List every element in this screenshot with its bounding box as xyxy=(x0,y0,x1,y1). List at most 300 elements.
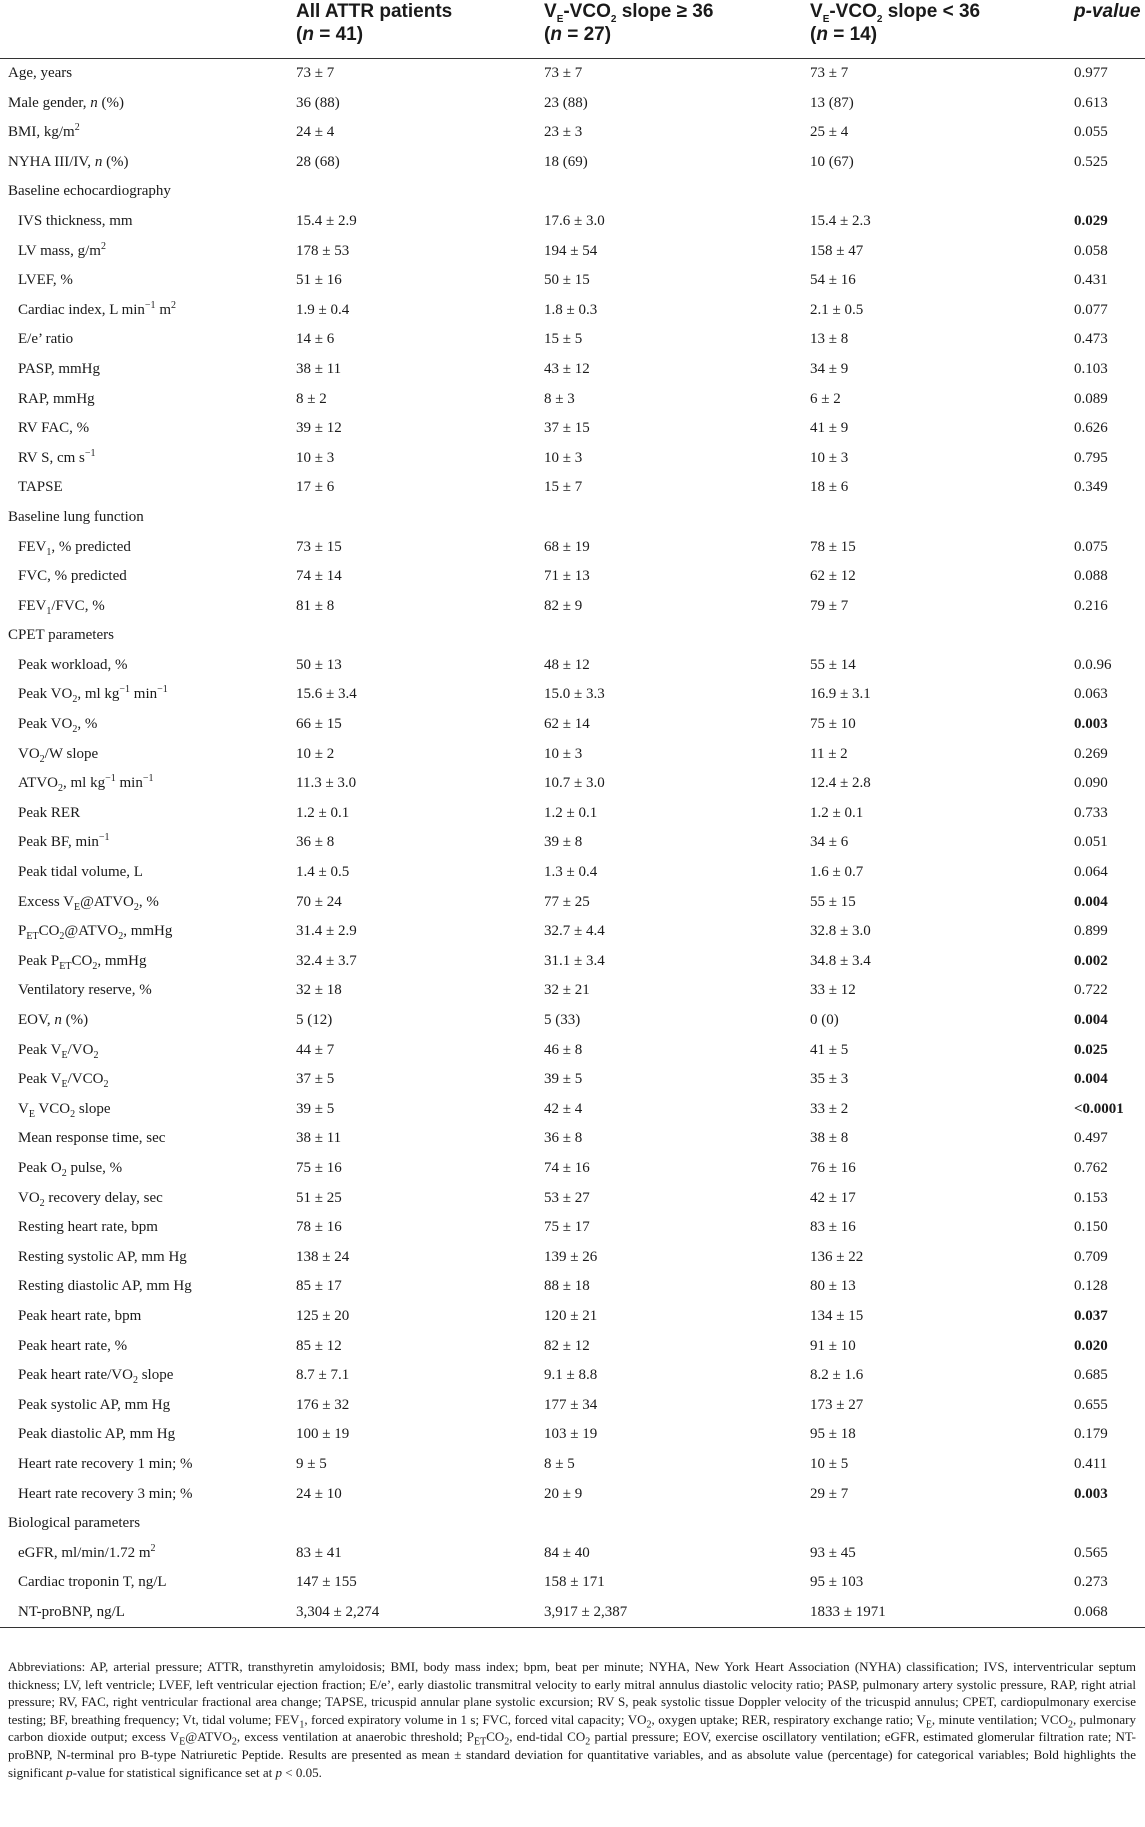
row-label: TAPSE xyxy=(18,479,63,496)
cell-slope-low: 25 ± 4 xyxy=(810,124,849,141)
cell-all-patients xyxy=(296,177,544,207)
cell-all-patients: 39 ± 5 xyxy=(296,1100,335,1117)
cell-slope-low: 38 ± 8 xyxy=(810,1130,849,1147)
table-row xyxy=(0,1036,1145,1066)
row-label: Peak $VO_2$, ml $kg^{-1}$ $\min^{-1}$ xyxy=(18,684,168,706)
row-label: PASP, mmHg xyxy=(18,360,100,377)
cell-slope-low: 33 ± 12 xyxy=(810,982,856,999)
cell-all-patients: 10 ± 2 xyxy=(296,745,335,762)
cell-p-value: 0.626 xyxy=(1074,420,1108,437)
cell-p-value: 0.899 xyxy=(1074,923,1108,940)
cell-all-patients: 85 ± 17 xyxy=(296,1278,342,1295)
cell-slope-low: 10 (67) xyxy=(810,153,854,170)
cell-slope-low: 173 ± 27 xyxy=(810,1396,864,1413)
cell-all-patients: 176 ± 32 xyxy=(296,1396,350,1413)
cell-slope-low xyxy=(810,1509,1074,1539)
cell-slope-low: 33 ± 2 xyxy=(810,1100,849,1117)
table-row xyxy=(0,1539,1145,1569)
cell-p-value: 0.473 xyxy=(1074,331,1108,348)
cell-slope-low: 95 ± 103 xyxy=(810,1574,864,1591)
table-row xyxy=(0,1006,1145,1036)
cell-slope-low: 11 ± 2 xyxy=(810,745,848,762)
cell-slope-high: 20 ± 9 xyxy=(544,1485,583,1502)
cell-slope-high: 31.1 ± 3.4 xyxy=(544,952,605,969)
cell-all-patients: 125 ± 20 xyxy=(296,1307,350,1324)
cell-p-value: 0.709 xyxy=(1074,1248,1108,1265)
section-label: Biological parameters xyxy=(8,1515,141,1532)
table-row xyxy=(0,592,1145,622)
cell-p-value: 0.002 xyxy=(1074,952,1108,969)
cell-p-value: 0.0.96 xyxy=(1074,656,1112,673)
header-slope-high-count: (n = 27) xyxy=(544,24,612,45)
cell-slope-low: 13 (87) xyxy=(810,94,854,111)
row-label: $P_{ET}CO_2@ATVO_2$, mmHg xyxy=(18,923,173,943)
header-slope-low-count: (n = 14) xyxy=(810,24,878,45)
cell-slope-high: 5 (33) xyxy=(544,1012,581,1028)
table-row xyxy=(0,1568,1145,1598)
table-row xyxy=(0,355,1145,385)
table-row xyxy=(0,651,1145,681)
cell-slope-high: 84 ± 40 xyxy=(544,1544,590,1561)
cell-p-value: 0.795 xyxy=(1074,449,1108,466)
cell-slope-high xyxy=(544,1509,810,1539)
row-label: BMI, $kg/m^2$ xyxy=(8,122,80,141)
row-label: Peak heart rate/$VO_2$ slope xyxy=(18,1367,174,1387)
row-label: Peak heart rate, bpm xyxy=(18,1307,142,1324)
row-label: $FEV_1$, % predicted xyxy=(18,538,131,558)
cell-all-patients: 81 ± 8 xyxy=(296,597,335,614)
table-row xyxy=(0,118,1145,148)
row-label: Peak RER xyxy=(18,804,81,821)
cell-slope-high: 10 ± 3 xyxy=(544,745,583,762)
cell-all-patients: 36 ± 8 xyxy=(296,834,335,851)
table-row xyxy=(0,562,1145,592)
row-label: Peak $O_2$ pulse, % xyxy=(18,1159,123,1179)
row-label: $VO_2/W$ slope xyxy=(18,745,99,765)
cell-p-value: 0.613 xyxy=(1074,94,1108,111)
row-label: NYHA III/IV, n (%) xyxy=(8,153,129,170)
table-footnote: Abbreviations: AP, arterial pressure; ATTR, transthyretin amyloidosis; BMI, body mass index; bpm, beat per minute; NYHA, New York Heart Association (NYHA) classification; IVS, interventricular septum thickness; LV, left ventricle; LVEF, left ventricular ejection fraction; E/e’, early diastolic transmitral velocity to early mitral annulus diastolic velocity ratio; PASP, pulmonary artery systolic pressure, RAP, right atrial pressure; RV, FAC, right ventricular fractional area change; TAPSE, tricuspid annular plane systolic excursion; RV S, peak systolic tissue Doppler velocity of the tricuspid annulus; CPET, cardiopulmonary exercise testing; BF, breathing frequency; Vt, tidal volume; $FEV_1$, forced expiratory volume in 1 s; FVC, forced vital capacity; $VO_2$, oxygen uptake; RER, respiratory exchange ratio; $V_E$, minute ventilation; $VCO_2$, pulmonary carbon dioxide output; excess $V_E@ATVO_2$, excess ventilation at anaerobic threshold; $P_{ET}CO_2$, end-tidal $CO_2$ partial pressure; EOV, exercise oscillatory ventilation; eGFR, estimated glomerular filtration rate; NT-proBNP, N-terminal pro B-type Natriuretic Peptide. Results are presented as mean ± standard deviation for quantitative variables, and as absolute value (percentage) for categorical variables; Bold highlights the significant p-value for statistical significance set at p < 0.05. xyxy=(8,1659,1137,1780)
row-label: Resting systolic AP, mm Hg xyxy=(18,1248,187,1265)
table-row xyxy=(0,976,1145,1006)
cell-p-value: 0.004 xyxy=(1074,893,1108,910)
cell-all-patients: 51 ± 16 xyxy=(296,272,342,289)
row-label: $V_E$ $VCO_2$ slope xyxy=(18,1100,111,1120)
cell-slope-high: 32 ± 21 xyxy=(544,982,590,999)
header-slope-low xyxy=(810,0,1074,59)
cell-slope-low: 62 ± 12 xyxy=(810,568,856,585)
row-label: Peak BF, $\min^{-1}$ xyxy=(18,832,110,851)
cell-slope-high: 53 ± 27 xyxy=(544,1189,590,1206)
cell-slope-low: 42 ± 17 xyxy=(810,1189,856,1206)
table-row xyxy=(0,769,1145,799)
cell-slope-high: 158 ± 171 xyxy=(544,1574,605,1591)
table-header xyxy=(0,0,1145,59)
cell-p-value: 0.088 xyxy=(1074,568,1108,585)
row-label: Peak $P_{ET}CO_2$, mmHg xyxy=(18,952,147,972)
cell-slope-low: 1833 ± 1971 xyxy=(810,1598,1074,1628)
cell-p-value: 0.037 xyxy=(1074,1307,1108,1324)
row-label: Cardiac index, L $\min^{-1} m^2$ xyxy=(18,299,176,318)
cell-p-value: 0.064 xyxy=(1074,864,1108,881)
row-label: IVS thickness, mm xyxy=(18,212,133,229)
cell-slope-low: 2.1 ± 0.5 xyxy=(810,301,864,318)
cell-all-patients: 14 ± 6 xyxy=(296,331,335,348)
section-label: Baseline echocardiography xyxy=(8,183,171,200)
header-all-patients xyxy=(296,0,544,59)
table-row xyxy=(0,473,1145,503)
cell-slope-low: 18 ± 6 xyxy=(810,479,849,496)
cell-all-patients: 39 ± 12 xyxy=(296,420,342,437)
cell-slope-high: 50 ± 15 xyxy=(544,272,590,289)
cell-slope-low xyxy=(810,177,1074,207)
cell-slope-low: 8.2 ± 1.6 xyxy=(810,1367,864,1384)
cell-slope-high: 8 ± 5 xyxy=(544,1455,575,1472)
cell-slope-low: 1.6 ± 0.7 xyxy=(810,864,864,881)
cell-slope-low: 76 ± 16 xyxy=(810,1159,856,1176)
cell-slope-low: 34.8 ± 3.4 xyxy=(810,952,871,969)
cell-all-patients: 44 ± 7 xyxy=(296,1041,335,1058)
row-label: E/e’ ratio xyxy=(18,331,74,348)
section-label: CPET parameters xyxy=(8,627,114,644)
cell-p-value: 0.103 xyxy=(1074,360,1108,377)
row-label: Peak $V_E/VCO_2$ xyxy=(18,1071,109,1091)
cell-p-value: 0.004 xyxy=(1074,1012,1108,1028)
header-slope-high xyxy=(544,0,810,59)
table-row xyxy=(0,148,1145,178)
cell-slope-high: 75 ± 17 xyxy=(544,1219,590,1236)
cell-slope-high: 48 ± 12 xyxy=(544,656,590,673)
cell-all-patients: 28 (68) xyxy=(296,153,340,170)
cell-all-patients: 3,304 ± 2,274 xyxy=(296,1598,544,1628)
cell-p-value: 0.497 xyxy=(1074,1130,1108,1147)
cell-all-patients: 50 ± 13 xyxy=(296,656,342,673)
cell-p-value: 0.090 xyxy=(1074,775,1108,792)
header-p-value-title: p-value xyxy=(1074,1,1141,22)
cell-slope-high: 77 ± 25 xyxy=(544,893,590,910)
row-label: Peak $V_E/VO_2$ xyxy=(18,1041,99,1061)
cell-p-value: 0.655 xyxy=(1074,1396,1108,1413)
table-row xyxy=(0,1154,1145,1184)
cell-slope-high: 103 ± 19 xyxy=(544,1426,598,1443)
row-label: $ATVO_2$, ml $kg^{-1}$ $\min^{-1}$ xyxy=(18,773,154,795)
cell-slope-high: 15 ± 7 xyxy=(544,479,583,496)
cell-slope-high: 43 ± 12 xyxy=(544,360,590,377)
cell-p-value: <0.0001 xyxy=(1074,1100,1124,1117)
cell-p-value: 0.150 xyxy=(1074,1219,1108,1236)
cell-slope-high: 23 ± 3 xyxy=(544,124,583,141)
row-label: RV S, cm $s^{-1}$ xyxy=(18,447,96,466)
row-label: Peak diastolic AP, mm Hg xyxy=(18,1426,176,1443)
row-label: RAP, mmHg xyxy=(18,390,95,407)
cell-slope-low: 78 ± 15 xyxy=(810,538,856,555)
cell-all-patients: 178 ± 53 xyxy=(296,242,350,259)
table-row xyxy=(0,296,1145,326)
cell-slope-high: 88 ± 18 xyxy=(544,1278,590,1295)
row-label: Peak systolic AP, mm Hg xyxy=(18,1396,171,1413)
cell-slope-high: 37 ± 15 xyxy=(544,420,590,437)
cell-slope-low: 10 ± 5 xyxy=(810,1455,849,1472)
table-row xyxy=(0,740,1145,770)
cell-slope-low: 54 ± 16 xyxy=(810,272,856,289)
cell-all-patients: 73 ± 7 xyxy=(296,65,335,81)
cell-slope-high: 18 (69) xyxy=(544,153,588,170)
cell-p-value xyxy=(1074,1509,1145,1539)
cell-slope-low: 55 ± 15 xyxy=(810,893,856,910)
row-label: Mean response time, sec xyxy=(18,1130,166,1147)
cell-p-value: 0.029 xyxy=(1074,212,1108,229)
cell-p-value: 0.273 xyxy=(1074,1574,1108,1591)
cell-p-value: 0.003 xyxy=(1074,1485,1108,1502)
cell-all-patients: 85 ± 12 xyxy=(296,1337,342,1354)
row-label: Ventilatory reserve, % xyxy=(18,982,152,999)
cell-slope-high: 82 ± 12 xyxy=(544,1337,590,1354)
cell-all-patients: 75 ± 16 xyxy=(296,1159,342,1176)
cell-slope-high: 194 ± 54 xyxy=(544,242,598,259)
row-label: Heart rate recovery 1 min; % xyxy=(18,1455,193,1472)
row-label: NT-proBNP, ng/L xyxy=(0,1598,296,1628)
cell-slope-low: 41 ± 5 xyxy=(810,1041,849,1058)
cell-all-patients: 15.6 ± 3.4 xyxy=(296,686,357,703)
header-all-patients-count: (n = 41) xyxy=(296,24,364,45)
cell-all-patients: 10 ± 3 xyxy=(296,449,335,466)
cell-p-value xyxy=(1074,177,1145,207)
cell-slope-low: 83 ± 16 xyxy=(810,1219,856,1236)
cell-all-patients: 8.7 ± 7.1 xyxy=(296,1367,350,1384)
table-row xyxy=(0,947,1145,977)
cell-all-patients: 32.4 ± 3.7 xyxy=(296,952,357,969)
table-row xyxy=(0,89,1145,119)
cell-p-value: 0.525 xyxy=(1074,153,1108,170)
cell-slope-low: 13 ± 8 xyxy=(810,331,849,348)
cell-slope-high: 15 ± 5 xyxy=(544,331,583,348)
table-row xyxy=(0,1420,1145,1450)
cell-slope-low xyxy=(810,503,1074,533)
cell-slope-low: 34 ± 9 xyxy=(810,360,849,377)
table-row xyxy=(0,59,1145,89)
cell-p-value: 0.411 xyxy=(1074,1455,1108,1472)
table-row xyxy=(0,533,1145,563)
cell-all-patients: 24 ± 4 xyxy=(296,124,335,141)
cell-slope-high: 10 ± 3 xyxy=(544,449,583,466)
cell-all-patients: 24 ± 10 xyxy=(296,1485,342,1502)
table-row xyxy=(0,207,1145,237)
cell-all-patients: 1.9 ± 0.4 xyxy=(296,301,350,318)
cell-slope-low: 136 ± 22 xyxy=(810,1248,864,1265)
table-row xyxy=(0,325,1145,355)
cell-p-value: 0.977 xyxy=(1074,65,1108,81)
row-label: LVEF, % xyxy=(18,272,73,289)
table-row xyxy=(0,680,1145,710)
table-row xyxy=(0,917,1145,947)
cell-slope-high: 3,917 ± 2,387 xyxy=(544,1598,810,1628)
cell-slope-low: 95 ± 18 xyxy=(810,1426,856,1443)
table-row xyxy=(0,828,1145,858)
cell-p-value: 0.055 xyxy=(1074,124,1108,141)
cell-p-value: 0.269 xyxy=(1074,745,1108,762)
section-row xyxy=(0,177,1145,207)
cell-p-value: 0.722 xyxy=(1074,982,1108,999)
cell-p-value: 0.349 xyxy=(1074,479,1108,496)
cell-p-value: 0.733 xyxy=(1074,804,1108,821)
row-label: Peak $VO_2$, % xyxy=(18,716,98,736)
table-row xyxy=(0,414,1145,444)
table-row xyxy=(0,1480,1145,1510)
row-label: eGFR, ml/min/1.72 $m^2$ xyxy=(18,1542,156,1561)
cell-slope-high xyxy=(544,503,810,533)
cell-all-patients: 15.4 ± 2.9 xyxy=(296,212,357,229)
table-row xyxy=(0,799,1145,829)
cell-slope-high: 9.1 ± 8.8 xyxy=(544,1367,598,1384)
cell-slope-low: 0 (0) xyxy=(810,1012,839,1028)
row-label: RV FAC, % xyxy=(18,420,90,437)
cell-slope-low: 41 ± 9 xyxy=(810,420,849,437)
cell-all-patients: 83 ± 41 xyxy=(296,1544,342,1561)
cell-slope-low: 134 ± 15 xyxy=(810,1307,864,1324)
row-label: Peak tidal volume, L xyxy=(18,864,143,881)
cell-all-patients: 51 ± 25 xyxy=(296,1189,342,1206)
cell-slope-high: 139 ± 26 xyxy=(544,1248,598,1265)
row-label: Age, years xyxy=(8,65,73,81)
table-row xyxy=(0,1095,1145,1125)
cell-all-patients: 78 ± 16 xyxy=(296,1219,342,1236)
cell-p-value: 0.003 xyxy=(1074,716,1108,733)
table-row xyxy=(0,266,1145,296)
cell-slope-low: 1.2 ± 0.1 xyxy=(810,804,864,821)
cell-slope-high: 74 ± 16 xyxy=(544,1159,590,1176)
cell-p-value: 0.025 xyxy=(1074,1041,1108,1058)
cell-slope-high: 1.3 ± 0.4 xyxy=(544,864,598,881)
cell-slope-high: 71 ± 13 xyxy=(544,568,590,585)
row-label: $FEV_1$/FVC, % xyxy=(18,597,105,617)
cell-slope-low: 80 ± 13 xyxy=(810,1278,856,1295)
cell-p-value xyxy=(1074,621,1145,651)
cell-p-value: 0.089 xyxy=(1074,390,1108,407)
cell-slope-low: 12.4 ± 2.8 xyxy=(810,775,871,792)
cell-p-value: 0.685 xyxy=(1074,1367,1108,1384)
cell-p-value: 0.058 xyxy=(1074,242,1108,259)
table-row xyxy=(0,888,1145,918)
table-row xyxy=(0,1213,1145,1243)
cell-p-value: 0.077 xyxy=(1074,301,1108,318)
cell-all-patients: 1.4 ± 0.5 xyxy=(296,864,350,881)
cell-slope-high: 1.8 ± 0.3 xyxy=(544,301,598,318)
table-row xyxy=(0,1124,1145,1154)
cell-p-value: 0.075 xyxy=(1074,538,1108,555)
cell-all-patients xyxy=(296,503,544,533)
table-row xyxy=(0,1302,1145,1332)
cell-all-patients: 73 ± 15 xyxy=(296,538,342,555)
cell-slope-low: 35 ± 3 xyxy=(810,1071,849,1088)
cell-slope-high: 68 ± 19 xyxy=(544,538,590,555)
cell-slope-low: 32.8 ± 3.0 xyxy=(810,923,871,940)
cell-p-value: 0.565 xyxy=(1074,1544,1108,1561)
table-row xyxy=(0,1272,1145,1302)
table-row xyxy=(0,1243,1145,1273)
row-label: Excess $V_E@ATVO_2$, % xyxy=(18,893,159,913)
cell-slope-low: 158 ± 47 xyxy=(810,242,864,259)
table-row xyxy=(0,1391,1145,1421)
header-slope-high-title: $V_E-VCO_2$ slope ≥ 36 xyxy=(544,1,714,25)
cell-slope-high: 36 ± 8 xyxy=(544,1130,583,1147)
cell-slope-low: 6 ± 2 xyxy=(810,390,841,407)
section-label: Baseline lung function xyxy=(8,508,144,525)
cell-slope-low: 91 ± 10 xyxy=(810,1337,856,1354)
header-p-value xyxy=(1074,0,1145,59)
row-label: Male gender, n (%) xyxy=(8,94,125,111)
cell-slope-high: 46 ± 8 xyxy=(544,1041,583,1058)
table-body xyxy=(0,59,1145,1628)
cell-slope-high: 23 (88) xyxy=(544,94,588,111)
table-row xyxy=(0,1332,1145,1362)
cell-all-patients: 32 ± 18 xyxy=(296,982,342,999)
table-row xyxy=(0,710,1145,740)
cell-slope-high: 39 ± 8 xyxy=(544,834,583,851)
cell-p-value: 0.004 xyxy=(1074,1071,1108,1088)
table-row xyxy=(0,1598,1145,1628)
cell-all-patients: 74 ± 14 xyxy=(296,568,342,585)
row-label: Cardiac troponin T, ng/L xyxy=(18,1574,167,1591)
table-row xyxy=(0,1450,1145,1480)
cell-slope-high: 32.7 ± 4.4 xyxy=(544,923,605,940)
cell-slope-low: 55 ± 14 xyxy=(810,656,856,673)
cell-slope-high: 17.6 ± 3.0 xyxy=(544,212,605,229)
cell-p-value: 0.068 xyxy=(1074,1598,1145,1628)
row-label: FVC, % predicted xyxy=(18,568,127,585)
cell-all-patients: 37 ± 5 xyxy=(296,1071,335,1088)
cell-slope-low: 34 ± 6 xyxy=(810,834,849,851)
cell-p-value: 0.063 xyxy=(1074,686,1108,703)
cell-all-patients: 36 (88) xyxy=(296,94,340,111)
cell-all-patients: 138 ± 24 xyxy=(296,1248,350,1265)
cell-all-patients: 5 (12) xyxy=(296,1012,333,1028)
row-label: Resting diastolic AP, mm Hg xyxy=(18,1278,192,1295)
cell-all-patients: 11.3 ± 3.0 xyxy=(296,775,357,792)
cell-all-patients: 17 ± 6 xyxy=(296,479,335,496)
cell-slope-high: 10.7 ± 3.0 xyxy=(544,775,605,792)
cell-all-patients: 8 ± 2 xyxy=(296,390,327,407)
cell-p-value: 0.051 xyxy=(1074,834,1108,851)
row-label: Peak heart rate, % xyxy=(18,1337,128,1354)
header-label-column xyxy=(0,0,296,59)
row-label: Peak workload, % xyxy=(18,656,128,673)
cell-p-value: 0.128 xyxy=(1074,1278,1108,1295)
cell-p-value: 0.179 xyxy=(1074,1426,1108,1443)
row-label: EOV, n (%) xyxy=(18,1012,89,1028)
cell-slope-high: 177 ± 34 xyxy=(544,1396,598,1413)
cell-p-value: 0.762 xyxy=(1074,1159,1108,1176)
cell-slope-low: 75 ± 10 xyxy=(810,716,856,733)
cell-slope-low xyxy=(810,621,1074,651)
table-row xyxy=(0,385,1145,415)
header-all-patients-title: All ATTR patients xyxy=(296,1,453,22)
cell-slope-high: 39 ± 5 xyxy=(544,1071,583,1088)
table-row xyxy=(0,237,1145,267)
cell-all-patients xyxy=(296,1509,544,1539)
row-label: Resting heart rate, bpm xyxy=(18,1219,158,1236)
cell-slope-high: 82 ± 9 xyxy=(544,597,583,614)
cell-p-value: 0.153 xyxy=(1074,1189,1108,1206)
cell-slope-high: 73 ± 7 xyxy=(544,65,583,81)
cell-slope-high: 8 ± 3 xyxy=(544,390,575,407)
cell-slope-high xyxy=(544,621,810,651)
cell-p-value: 0.020 xyxy=(1074,1337,1108,1354)
cell-p-value xyxy=(1074,503,1145,533)
section-row xyxy=(0,503,1145,533)
row-label: LV mass, $g/m^2$ xyxy=(18,240,106,259)
row-label: Heart rate recovery 3 min; % xyxy=(18,1485,193,1502)
cell-slope-low: 10 ± 3 xyxy=(810,449,849,466)
